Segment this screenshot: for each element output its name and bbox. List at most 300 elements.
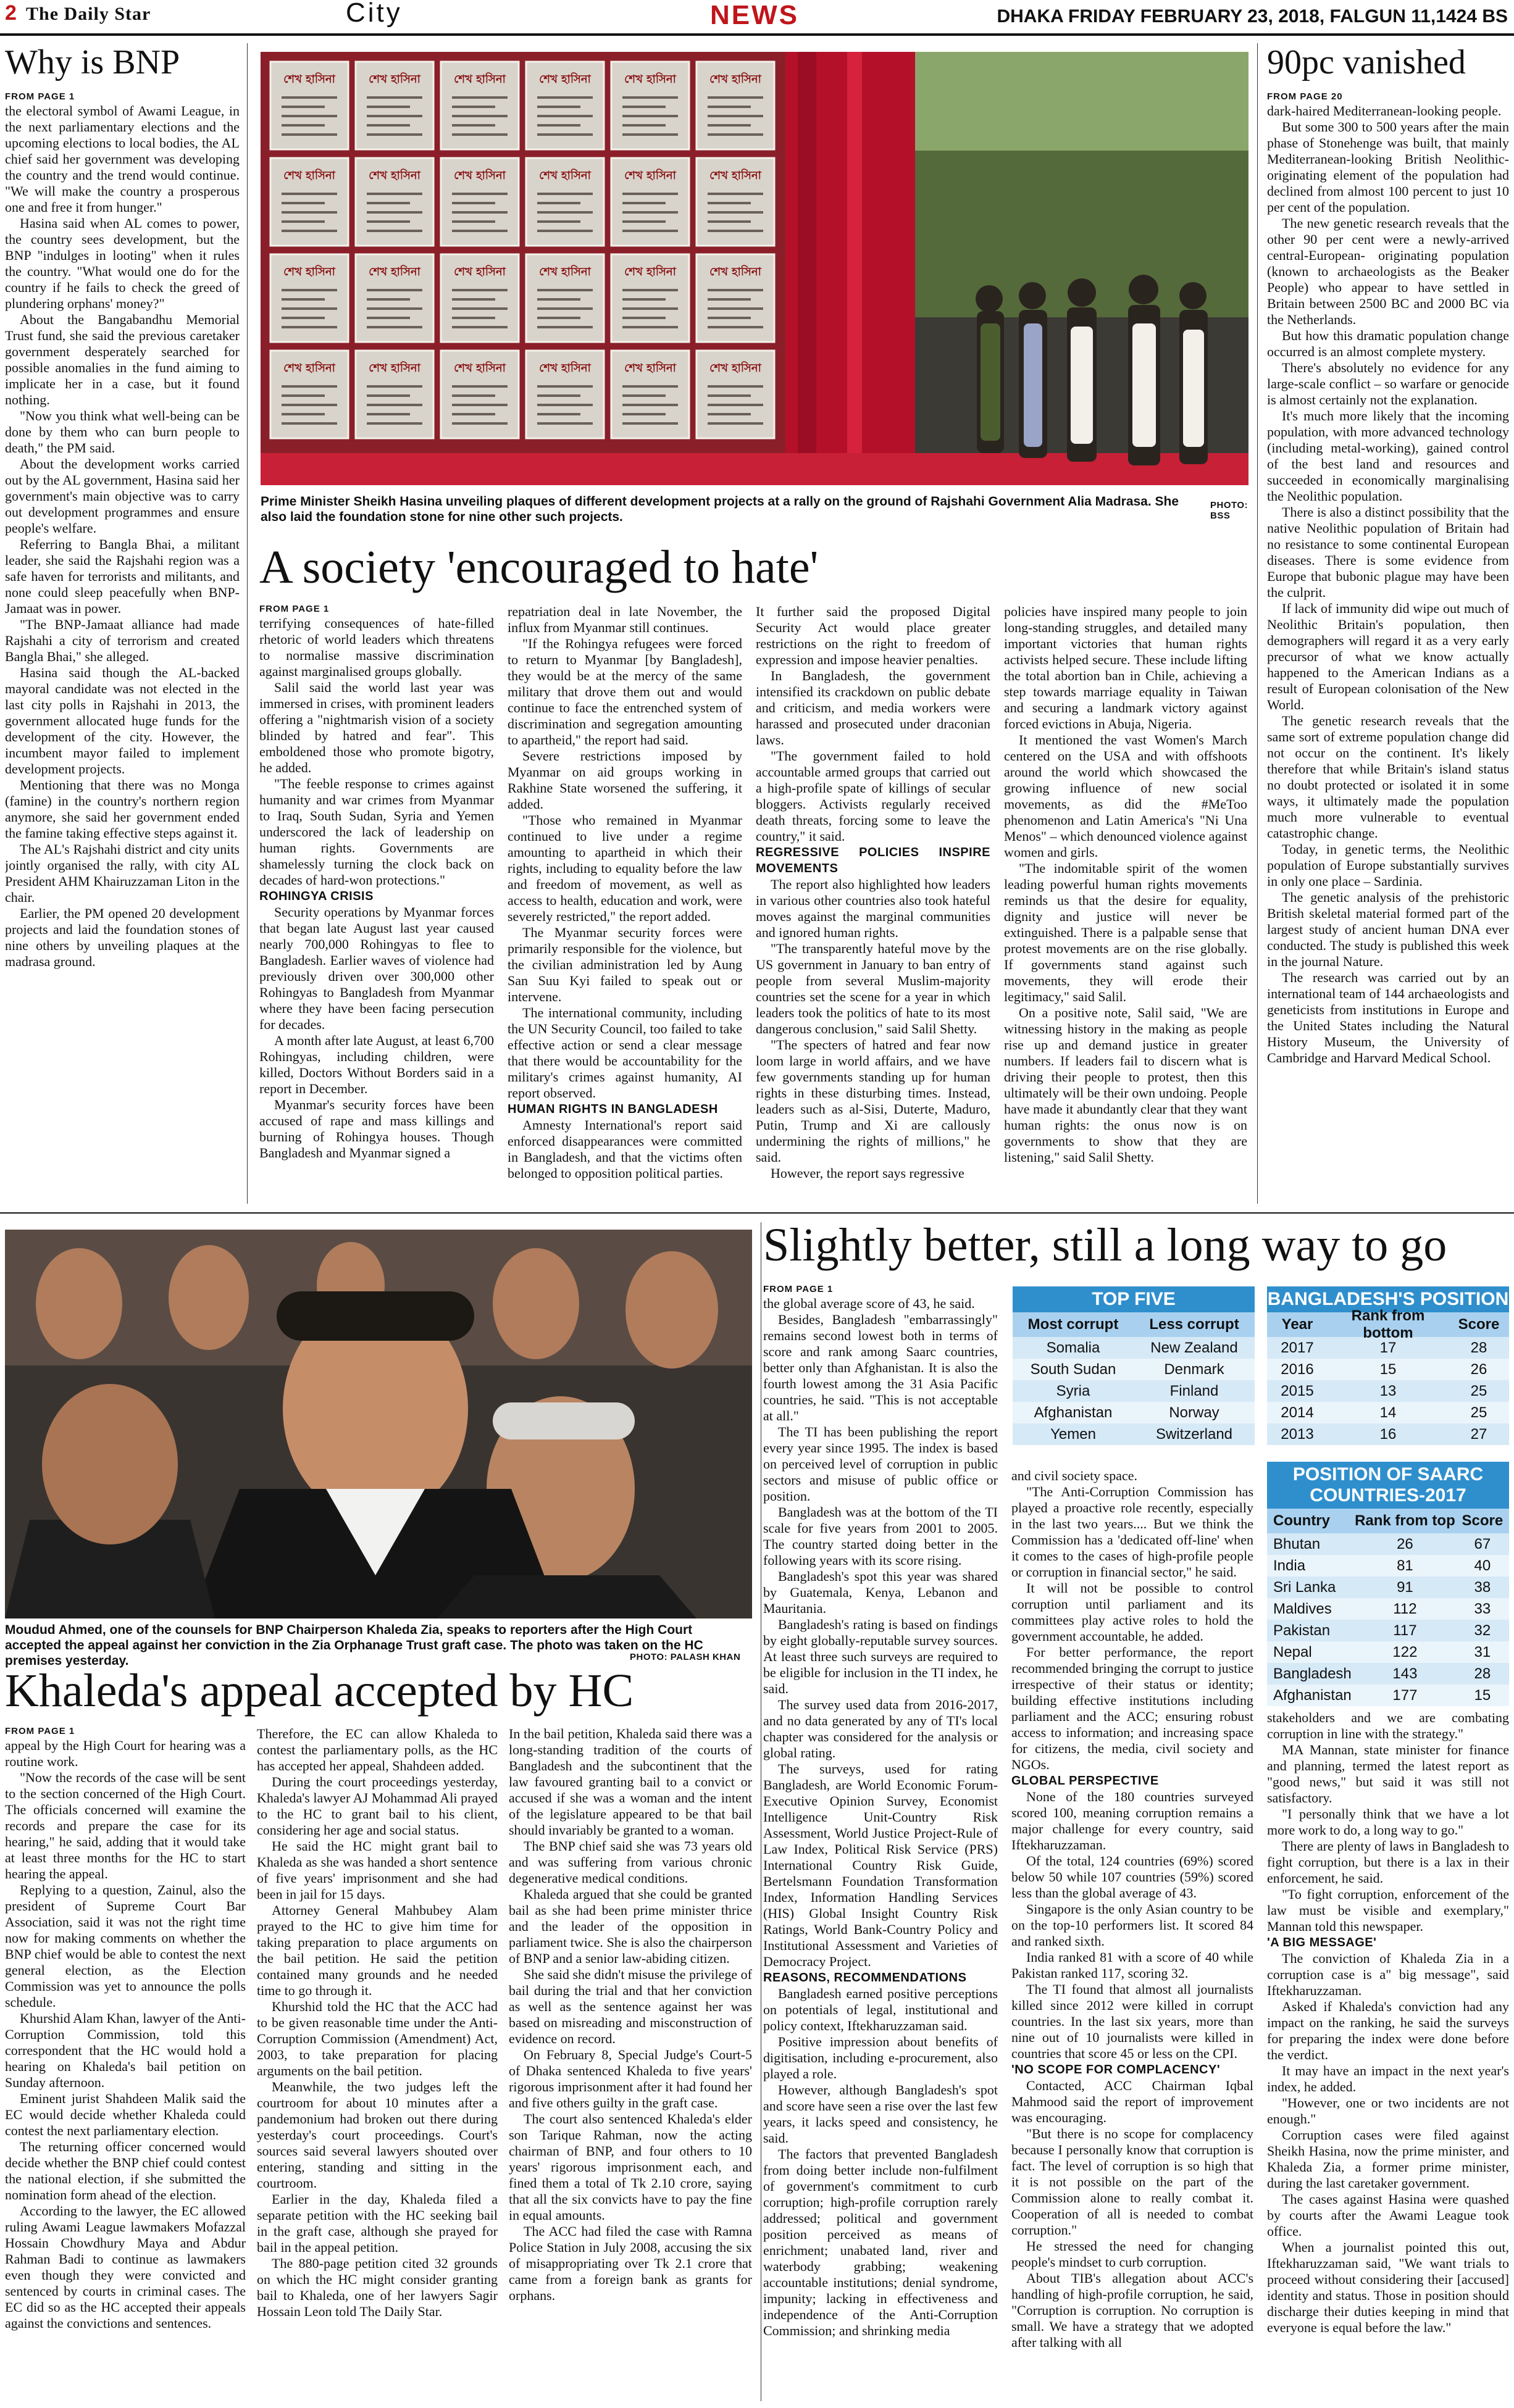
khaleda-column-2 xyxy=(257,1726,498,2405)
photo2-caption: Moudud Ahmed, one of the counsels for BNP Chairperson Khaleda Zia, speaks to reporters after the High Court accepted the appeal against her conviction in the Zia Orphanage Trust graft case. The photo was taken on the HC premises yesterday. xyxy=(5,1623,703,1668)
pc90-paragraph: The genetic analysis of the prehistoric British skeletal material formed part of the largest study of ancient human DNA ever conducted. The study is published this week in the journal Nature. xyxy=(1267,889,1509,969)
plaque-text-line xyxy=(708,133,763,136)
plaque-text-line xyxy=(452,394,495,397)
ti-column-3 xyxy=(1267,1710,1509,2405)
saarc-table xyxy=(1267,1462,1509,1706)
bnp-paragraph: About the development works carried out by the AL government, Hasina said her government's main objective was to carry out development programmes and ensure people's welfare. xyxy=(5,456,240,536)
bd-position-row xyxy=(1267,1359,1509,1380)
khaleda-paragraph: In the bail petition, Khaleda said there was a long-standing tradition of the courts of Bangladesh and the subcontinent that the law favoured granting bail to a convict or accused if she was a woman and the intent of the legislature appeared to be that bail should invariably be granted to a woman. xyxy=(509,1726,752,1838)
ti-paragraph: Singapore is the only Asian country to be on the top-10 performers list. It scored 84 and ranked sixth. xyxy=(1011,1901,1253,1949)
bnp-article xyxy=(5,91,240,1202)
plaque-text-line xyxy=(622,124,666,127)
plaque-title: শেখ হাসিনা xyxy=(709,169,761,182)
plaque-text-line xyxy=(452,298,495,301)
saarc-cell: 33 xyxy=(1474,1600,1491,1617)
plaque-text-line xyxy=(537,422,593,425)
ti-paragraph: Corruption cases were filed against Sheikh Hasina, now the prime minister, and Khaleda Zia, a former prime minister, during the last caretaker government. xyxy=(1267,2127,1509,2191)
society-paragraph: "The specters of hatred and fear now loom large in world affairs, and we have few governments standing up for human rights in these disturbing times. Instead, leaders such as al-Sisi, Duterte, Maduro, Putin, Trump and Xi are callously undermining the rights of millions," he said. xyxy=(756,1037,990,1165)
khaleda-paragraph: She said she didn't misuse the privilege of bail during the trial and that her conviction as well as the sentence against her was based on misreading and misconstruction of evidence on record. xyxy=(509,1967,752,2046)
plaque-text-line xyxy=(708,422,763,425)
saarc-cell: 26 xyxy=(1397,1535,1413,1552)
plaque-text-line xyxy=(537,133,593,136)
plaque-title: শেখ হাসিনা xyxy=(454,362,506,375)
bd-position-cell: 16 xyxy=(1379,1425,1397,1443)
plaque-text-line xyxy=(452,307,508,310)
saarc-cell: 81 xyxy=(1397,1557,1413,1574)
pc90-paragraph: There is also a distinct possibility that the native Neolithic population of Britain had no resistance to some continental European diseases. There is some evidence from Europe that bubonic plague may have been the culprit. xyxy=(1267,504,1509,600)
bd-position-cell: 28 xyxy=(1470,1339,1487,1356)
saarc-cell: Sri Lanka xyxy=(1273,1578,1336,1596)
saarc-cell: India xyxy=(1273,1557,1306,1574)
plaque-text-line xyxy=(282,193,337,195)
saarc-cell: 122 xyxy=(1392,1643,1418,1660)
plaque-text-line xyxy=(708,307,763,310)
society-paragraph: Amnesty International's report said enforced disappearances were committed in Bangladesh, and that the victims often belonged to opposition political parties. xyxy=(508,1117,742,1181)
society-column-4 xyxy=(1004,604,1247,1204)
society-paragraph: However, the report says regressive xyxy=(771,1165,964,1181)
plaque-text-line xyxy=(537,106,580,108)
pc90-paragraph: If lack of immunity did wipe out much of Neolithic Britain's population, then demographers will regard it as a very early precursor of what we know actually happened to the American Indians as a result of European colonisation of the New World. xyxy=(1267,601,1509,712)
khaleda-paragraph: Khurshid told the HC that the ACC had to be given reasonable time under the Anti-Corruption Commission (Amendment) Act, 2003, to take preparation for placing arguments on the bail petition. xyxy=(257,1999,498,2078)
plaque-text-line xyxy=(452,317,495,319)
khaleda-column-3 xyxy=(509,1726,752,2405)
pc90-paragraph: It's much more likely that the incoming population, with more advanced technology (including metal-working), gained control of the best land and resources and succeeded in economically marginalising the Neolithic population. xyxy=(1267,408,1509,504)
top-five-row xyxy=(1013,1359,1255,1380)
society-tag: FROM PAGE 1 xyxy=(259,604,330,614)
plaque-text-line xyxy=(452,385,508,388)
khaleda-paragraph: Eminent jurist Shahdeen Malik said the EC would decide whether Khaleda could contest the next parliamentary election. xyxy=(5,2091,246,2138)
ti-paragraph: MA Mannan, state minister for finance and planning, termed the latest report as "good news," but said it was still not satisfactory. xyxy=(1267,1742,1509,1806)
bnp-paragraph: the electoral symbol of Awami League, in the next parliamentary elections and the upcoming elections to local bodies, the AL chief said her government was developing the country and the trend would continue. "We will make the country a prosperous one and free it from hunger." xyxy=(5,103,240,215)
khaleda-paragraph: Khaleda argued that she could be granted bail as she had been prime minister thrice and the leader of the opposition in parliament twice. She is also the chairperson of BNP and a senior law-abiding citizen. xyxy=(509,1886,752,1966)
bnp-paragraph: The AL's Rajshahi district and city units jointly organised the rally, with city AL President AHM Khairuzzaman Liton in the chair. xyxy=(5,841,240,905)
plaque-text-line xyxy=(367,193,422,195)
photo-hasina-plaques-image xyxy=(261,52,1248,485)
plaque-text-line xyxy=(537,289,593,291)
khaleda-paragraph: "Now the records of the case will be sent to the section concerned of the High Court. The officials concerned will examine the records and prepare the case for its hearing," he said, adding that it would take at least three months for the HC to start hearing the appeal. xyxy=(5,1770,246,1881)
plaque-text-line xyxy=(622,413,666,415)
saarc-header-cell: Rank from top xyxy=(1355,1512,1455,1529)
plaque-text-line xyxy=(537,404,593,406)
plaque-text-line xyxy=(282,106,325,108)
saarc-header-cell: Country xyxy=(1273,1512,1330,1529)
plaque-text-line xyxy=(622,394,666,397)
plaque-text-line xyxy=(622,326,678,328)
saarc-cell: 67 xyxy=(1474,1535,1491,1552)
plaque-text-line xyxy=(622,211,678,214)
bnp-paragraph: Mentioning that there was no Monga (famine) in the country's northern region anymore, she said her government ended the famine taking effective steps against it. xyxy=(5,777,240,841)
top-five-cell: Finland xyxy=(1169,1382,1219,1399)
plaque-text-line xyxy=(282,422,337,425)
pc90-paragraph: The new genetic research reveals that the other 90 per cent were a newly-arrived central-European- originating population (known to archaeologists as the Beaker People) who appear to have settled in Britain between 2500 BC and 2000 BC via the Netherlands. xyxy=(1267,215,1509,327)
bd-position-header-cell: Score xyxy=(1458,1316,1500,1333)
plaque-text-line xyxy=(622,289,678,291)
khaleda-paragraph: Earlier in the day, Khaleda filed a separate petition with the HC seeking bail in the graft case, although she prayed for bail in the appeal petition. xyxy=(257,2191,498,2255)
saarc-cell: 31 xyxy=(1474,1643,1491,1660)
photo-hasina-plaques xyxy=(261,52,1248,485)
saarc-cell: Afghanistan xyxy=(1273,1686,1352,1704)
ti-paragraph: The conviction of Khaleda Zia in a corruption case is a" big message", said Iftekharuzzaman. xyxy=(1267,1951,1509,1998)
khaleda-paragraph: The BNP chief said she was 73 years old and was suffering from various chronic degenerative medical conditions. xyxy=(509,1838,752,1886)
top-five-cell: Norway xyxy=(1169,1404,1219,1421)
society-paragraph-subhead: ROHINGYA CRISIS xyxy=(259,889,374,903)
plaque-title: শেখ হাসিনা xyxy=(624,73,676,86)
khaleda-column-1 xyxy=(5,1726,246,2405)
plaque-title: শেখ হাসিনা xyxy=(539,265,591,278)
plaque-text-line xyxy=(282,404,337,406)
ti-paragraph: "To fight corruption, enforcement of the law must be visible and exemplary," Mannan told this newspaper. xyxy=(1267,1886,1509,1934)
saarc-header xyxy=(1267,1509,1509,1533)
top-five-cell: Afghanistan xyxy=(1034,1404,1113,1421)
bd-position-cell: 14 xyxy=(1379,1404,1397,1421)
khaleda-paragraph: Replying to a question, Zainul, also the president of Supreme Court Bar Association, said it was not the right time now for making comments on whether the BNP chief would be able to contest the next general election, as the Election Commission was yet to announce the polls schedule. xyxy=(5,1882,246,2010)
saarc-row xyxy=(1267,1641,1509,1663)
plaque-text-line xyxy=(367,133,422,136)
plaque-text-line xyxy=(708,96,763,99)
plaque-text-line xyxy=(282,96,337,99)
khaleda-paragraph: Therefore, the EC can allow Khaleda to contest the parliamentary polls, as the HC has accepted her appeal, Shahdeen added. xyxy=(257,1726,498,1773)
khaleda-paragraph: The ACC had filed the case with Ramna Police Station in July 2008, accusing the six of misappropriating over Tk 2.1 crore that came from a foreign bank as grants for orphans. xyxy=(509,2223,752,2303)
plaque-text-line xyxy=(708,230,763,232)
bd-position-row xyxy=(1267,1423,1509,1445)
plaque-text-line xyxy=(367,385,422,388)
ti-paragraph: He stressed the need for changing people's mindset to curb corruption. xyxy=(1011,2238,1253,2270)
plaque-text-line xyxy=(367,96,422,99)
page-divider xyxy=(0,1212,1514,1214)
pc90-paragraph: Today, in genetic terms, the Neolithic population of Europe substantially survives in only one place – Sardinia. xyxy=(1267,841,1509,889)
plaque-text-line xyxy=(537,298,580,301)
society-paragraph: Severe restrictions imposed by Myanmar on aid groups working in Rakhine State worsened the suffering, it added. xyxy=(508,748,742,812)
bd-position-table xyxy=(1267,1286,1509,1445)
plaque-title: শেখ হাসিনা xyxy=(624,362,676,375)
top-five-header-cell: Less corrupt xyxy=(1149,1316,1239,1333)
plaque-text-line xyxy=(537,385,593,388)
khaleda-paragraph: According to the lawyer, the EC allowed ruling Awami League lawmakers Mofazzal Hossain Chowdhury Maya and Abdur Rahman Badi to continue as lawmakers even though they were convicted and sentenced by courts in criminal cases. The EC did so as the HC accepted their appeals against the convictions and sentences. xyxy=(5,2203,246,2331)
bnp-headline: Why is BNP xyxy=(5,43,180,81)
saarc-row xyxy=(1267,1598,1509,1620)
ti-paragraph: Contacted, ACC Chairman Iqbal Mahmood said the report of improvement was encouraging. xyxy=(1011,2078,1253,2125)
plaque-text-line xyxy=(622,317,666,319)
plaque-text-line xyxy=(537,220,580,223)
ti-paragraph: The cases against Hasina were quashed by courts after the Awami League took office. xyxy=(1267,2191,1509,2239)
khaleda-paragraph: Khurshid Alam Khan, lawyer of the Anti-Corruption Commission, told this correspondent that the HC would hold a hearing on Khaleda's bail petition on Sunday afternoon. xyxy=(5,2010,246,2090)
plaque-text-line xyxy=(708,289,763,291)
ti-paragraph: "However, one or two incidents are not enough." xyxy=(1267,2095,1509,2127)
pc90-paragraph: The genetic research reveals that the same sort of extreme population change did not occur on the continent. It's likely therefore that while Britain's island status no doubt protected or isolated it in some ways, it ultimately made the population much more vulnerable to eventual catastrophic change. xyxy=(1267,713,1509,841)
plaque-text-line xyxy=(452,133,508,136)
saarc-cell: 38 xyxy=(1474,1578,1491,1596)
ti-paragraph: Besides, Bangladesh "embarrassingly" remains second lowest both in terms of score and rank among Saarc countries, better only than Afghanistan. It is also the fourth lowest among the 31 Asia Pacific countries, he said. "This is not acceptable at all." xyxy=(763,1312,998,1423)
ti-paragraph: "The Anti-Corruption Commission has played a proactive role recently, especially in the last two years.... But we think the Commission has a 'dedicated off-line' when it comes to the cases of high-profile people or corruption in financial sector," he said. xyxy=(1011,1484,1253,1580)
plaque-text-line xyxy=(537,96,593,99)
top-five-cell: Yemen xyxy=(1050,1425,1096,1443)
plaque-text-line xyxy=(367,106,410,108)
ti-paragraph: The factors that prevented Bangladesh from doing better include non-fulfilment of government's commitment to curb corruption; high-profile corruption rarely addressed; political and government position perceived as means of enrichment; unabated land, river and waterbody grabbing; weakening accountable institutions; denial syndrome, impunity; lacking in effectiveness and independence of the Anti-Corruption Commission; and shrinking media xyxy=(763,2146,998,2338)
plaque-text-line xyxy=(708,317,751,319)
khaleda-paragraph: appeal by the High Court for hearing was a routine work. xyxy=(5,1738,246,1769)
plaque-title: শেখ হাসিনা xyxy=(369,265,420,278)
plaque-text-line xyxy=(622,422,678,425)
ti-paragraph: stakeholders and we are combating corruption in line with the strategy." xyxy=(1267,1710,1509,1741)
plaque-text-line xyxy=(708,385,763,388)
plaque-text-line xyxy=(452,211,508,214)
saarc-cell: 177 xyxy=(1392,1686,1418,1704)
khaleda-headline: Khaleda's appeal accepted by HC xyxy=(5,1665,634,1717)
top-five-header-cell: Most corrupt xyxy=(1027,1316,1119,1333)
plaque-text-line xyxy=(622,307,678,310)
ti-paragraph-subhead: 'NO SCOPE FOR COMPLACENCY' xyxy=(1011,2063,1221,2077)
khaleda-paragraph: On February 8, Special Judge's Court-5 of Dhaka sentenced Khaleda to five years' rigorous imprisonment after it had found her and five others guilty in the graft case. xyxy=(509,2047,752,2110)
plaque-text-line xyxy=(452,404,508,406)
plaque-title: শেখ হাসিনা xyxy=(624,169,676,182)
ti-paragraph: Positive impression about benefits of digitisation, including e-procurement, also played a role. xyxy=(763,2034,998,2081)
plaque-text-line xyxy=(622,96,678,99)
bd-position-cell: 2017 xyxy=(1281,1339,1314,1356)
plaque-text-line xyxy=(282,413,325,415)
plaque-text-line xyxy=(367,124,410,127)
society-paragraph: policies have inspired many people to join long-standing struggles, and detailed many important victories that human rights activists helped secure. These include lifting the total abortion ban in Chile, achieving a step towards marriage equality in Taiwan and securing a landmark victory against forced evictions in Abuja, Nigeria. xyxy=(1004,604,1247,731)
ti-tag: FROM PAGE 1 xyxy=(763,1284,834,1294)
plaque-text-line xyxy=(537,115,593,117)
saarc-cell: 143 xyxy=(1392,1665,1418,1682)
plaque-text-line xyxy=(367,220,410,223)
society-paragraph: In Bangladesh, the government intensified its crackdown on public debate and criticism, and media workers were harassed and prosecuted under draconian laws. xyxy=(756,668,990,748)
plaque-text-line xyxy=(537,202,580,204)
top-five-cell: Somalia xyxy=(1046,1339,1100,1356)
ti-paragraph: Bangladesh earned positive perceptions on potentials of legal, institutional and policy context, Iftekharuzzaman said. xyxy=(763,1986,998,2033)
plaque-title: শেখ হাসিনা xyxy=(283,362,335,375)
plaque-text-line xyxy=(622,220,666,223)
society-paragraph: terrifying consequences of hate-filled rhetoric of world leaders which threatens to normalise massive discrimination against marginalised groups globally. xyxy=(259,615,494,679)
saarc-title-line1: POSITION OF SAARC xyxy=(1292,1464,1484,1485)
plaque-text-line xyxy=(537,211,593,214)
top-five-cell: New Zealand xyxy=(1150,1339,1238,1356)
ti-paragraph: It may have an impact in the next year's index, he added. xyxy=(1267,2063,1509,2094)
bd-position-header-cell: Year xyxy=(1281,1316,1313,1333)
ti-paragraph-subhead: REASONS, RECOMMENDATIONS xyxy=(763,1971,967,1985)
plaque-text-line xyxy=(282,202,325,204)
ti-paragraph: Bangladesh was at the bottom of the TI scale for five years from 2001 to 2005. The country started doing better in the following years with its score rising. xyxy=(763,1504,998,1568)
photo-moudud-ahmed xyxy=(5,1230,752,1619)
plaque-text-line xyxy=(367,422,422,425)
plaque-title: শেখ হাসিনা xyxy=(539,362,591,375)
photo1-caption: Prime Minister Sheikh Hasina unveiling plaques of different development projects at a rally on the ground of Rajshahi Government Alia Madrasa. She also laid the foundation stone for nine other such projects. xyxy=(261,494,1179,524)
plaque-text-line xyxy=(367,326,422,328)
society-column-1 xyxy=(259,604,494,1204)
plaque-title: শেখ হাসিনা xyxy=(539,73,591,86)
plaque-text-line xyxy=(708,413,751,415)
plaque-text-line xyxy=(708,106,751,108)
society-paragraph: It mentioned the vast Women's March centered on the USA and with offshoots around the world which showcased the growing influence of new social movements, as did the #MeToo phenomenon and Latin America's "Ni Una Menos" – which denounced violence against women and girls. xyxy=(1004,732,1247,860)
pc90-paragraph: The research was carried out by an international team of 144 archaeologists and geneticists from institutions in Europe and the United States including the Natural History Museum, the University of Cambridge and Harvard Medical School. xyxy=(1267,970,1509,1065)
society-paragraph-subhead: HUMAN RIGHTS IN BANGLADESH xyxy=(508,1102,718,1116)
plaque-text-line xyxy=(452,106,495,108)
plaque-title: শেখ হাসিনা xyxy=(369,73,420,86)
bnp-paragraph: Referring to Bangla Bhai, a militant leader, she said the Rajshahi region was a safe haven for terrorists and militants, and none could sleep peacefully when BNP-Jamaat was in power. xyxy=(5,536,240,616)
society-paragraph: It further said the proposed Digital Security Act would place greater restrictions on the right to freedom of expression and impose heavier penalties. xyxy=(756,604,990,667)
top-five-row xyxy=(1013,1337,1255,1359)
ti-column-1 xyxy=(763,1284,998,2405)
saarc-row xyxy=(1267,1555,1509,1577)
top-five-title: TOP FIVE xyxy=(1013,1286,1255,1312)
society-paragraph: "Those who remained in Myanmar continued to live under a regime amounting to apartheid in which their rights, including to equality before the law and freedom of movement, as well as access to health, education and work, were severely restricted," the report added. xyxy=(508,812,742,924)
photo-moudud-ahmed-image xyxy=(5,1230,752,1619)
ti-paragraph: There are plenty of laws in Bangladesh to fight corruption, but there is a lax in their enforcement, he said. xyxy=(1267,1838,1509,1886)
ti-paragraph: Bangladesh's rating is based on findings by eight globally-reputable survey sources. At least three such surveys are required to be eligible for inclusion in the TI index, he said. xyxy=(763,1617,998,1696)
dateline-city: DHAKA xyxy=(997,6,1063,27)
bd-position-cell: 13 xyxy=(1379,1382,1397,1399)
plaque-text-line xyxy=(367,298,410,301)
plaque-title: শেখ হাসিনা xyxy=(709,73,761,86)
saarc-cell: 117 xyxy=(1393,1622,1417,1639)
saarc-cell: 40 xyxy=(1474,1557,1491,1574)
bd-position-cell: 2013 xyxy=(1281,1425,1314,1443)
ti-paragraph: Of the total, 124 countries (69%) scored below 50 while 107 countries (59%) scored less than the global average of 43. xyxy=(1011,1853,1253,1901)
plaque-text-line xyxy=(367,307,422,310)
plaque-text-line xyxy=(452,124,495,127)
saarc-row xyxy=(1267,1577,1509,1598)
plaque-text-line xyxy=(282,124,325,127)
society-paragraph: "The government failed to hold accountable armed groups that carried out a high-profile spate of killings of secular bloggers. Activists regularly received death threats, forcing some to leave the country," it said. xyxy=(756,748,990,844)
bd-position-cell: 25 xyxy=(1470,1404,1487,1421)
bd-position-cell: 2014 xyxy=(1281,1404,1314,1421)
plaque-text-line xyxy=(708,115,763,117)
plaque-text-line xyxy=(622,133,678,136)
bd-position-header xyxy=(1267,1307,1509,1341)
section-name: City xyxy=(346,0,403,28)
bnp-paragraph: "The BNP-Jamaat alliance had made Rajshahi a city of terrorism and created Bangla Bhai," she alleged. xyxy=(5,617,240,664)
top-five-cell: Syria xyxy=(1056,1382,1090,1399)
plaque-text-line xyxy=(622,106,666,108)
plaque-text-line xyxy=(537,326,593,328)
top-five-table xyxy=(1013,1286,1255,1445)
ti-paragraph: the global average score of 43, he said. xyxy=(763,1296,975,1311)
ti-paragraph: It will not be possible to control corruption until parliament and its committees play active roles to hold the government accountable, he added. xyxy=(1011,1580,1253,1644)
plaque-title: শেখ হাসিনা xyxy=(454,73,506,86)
society-paragraph: Myanmar's security forces have been accused of rape and mass killings and burning of Rohingya houses. Though Bangladesh and Myanmar signed a xyxy=(259,1097,494,1160)
plaque-text-line xyxy=(708,298,751,301)
saarc-cell: 112 xyxy=(1393,1600,1417,1617)
bd-position-cell: 25 xyxy=(1470,1382,1487,1399)
society-paragraph: "The feeble response to crimes against humanity and war crimes from Myanmar to Iraq, South Sudan, Syria and Yemen underscored the lack of leadership on human rights. Governments are shamelessly turning the clock back on decades of hard-won protections." xyxy=(259,776,494,888)
plaque-text-line xyxy=(282,133,337,136)
plaque-text-line xyxy=(282,385,337,388)
plaque-text-line xyxy=(452,413,495,415)
plaque-text-line xyxy=(452,202,495,204)
plaque-text-line xyxy=(282,220,325,223)
society-paragraph: The report also highlighted how leaders in various other countries also took hateful moves against the marginal communities and ignored human rights. xyxy=(756,877,990,940)
plaque-title: শেখ হাসিনা xyxy=(283,265,335,278)
plaque-text-line xyxy=(708,202,751,204)
bd-position-row xyxy=(1267,1402,1509,1423)
masthead xyxy=(0,0,1514,36)
plaque-text-line xyxy=(367,289,422,291)
top-five-row xyxy=(1013,1380,1255,1402)
plaque-text-line xyxy=(367,413,410,415)
plaque-title: শেখ হাসিনা xyxy=(454,265,506,278)
bnp-paragraph: Earlier, the PM opened 20 development projects and laid the foundation stones of nine others by unveiling plaques at the madrasa ground. xyxy=(5,906,240,969)
plaque-text-line xyxy=(537,193,593,195)
ti-paragraph: Asked if Khaleda's conviction had any impact on the ranking, he said the surveys for preparing the index were done before the verdict. xyxy=(1267,1999,1509,2062)
plaque-title: শেখ হাসিনা xyxy=(283,169,335,182)
plaque-text-line xyxy=(367,404,422,406)
saarc-cell: 91 xyxy=(1397,1578,1413,1596)
plaque-text-line xyxy=(537,394,580,397)
top-five-cell: Switzerland xyxy=(1155,1425,1233,1443)
plaque-text-line xyxy=(452,220,495,223)
ti-paragraph: The TI found that almost all journalists killed since 2012 were killed in corrupt countries. In the last six years, more than nine out of 10 journalists were killed in countries that score 45 or less on the CPI. xyxy=(1011,1981,1253,2061)
plaque-text-line xyxy=(708,193,763,195)
ti-paragraph: and civil society space. xyxy=(1011,1468,1138,1483)
plaque-title: শেখ হাসিনা xyxy=(709,265,761,278)
plaque-text-line xyxy=(452,230,508,232)
ti-paragraph: For better performance, the report recommended bringing the corrupt to justice irrespective of their status or identity; building effective institutions including parliament and the ACC; ensuring robust access to information; and increasing space for citizens, the media, civil society and NGOs. xyxy=(1011,1644,1253,1772)
pc90-paragraph: There's absolutely no evidence for any large-scale conflict – so warfare or genocide is almost certainly not the explanation. xyxy=(1267,360,1509,407)
bnp-tag: FROM PAGE 1 xyxy=(5,91,75,102)
ti-paragraph: However, although Bangladesh's spot and score have seen a rise over the last few years, it lacks speed and consistency, he said. xyxy=(763,2082,998,2146)
top-five-row xyxy=(1013,1402,1255,1423)
society-paragraph: repatriation deal in late November, the influx from Myanmar still continues. xyxy=(508,604,742,635)
pc90-paragraph: But some 300 to 500 years after the main phase of Stonehenge was built, that mainly Mediterranean-looking British Neolithic-originating element of the population had declined from almost 100 percent to just 10 per cent of the population. xyxy=(1267,119,1509,215)
plaque-title: শেখ হাসিনা xyxy=(624,265,676,278)
top-five-header xyxy=(1013,1312,1255,1337)
khaleda-paragraph: The returning officer concerned would decide whether the BNP chief could contest the national election, if she submitted the nomination form ahead of the election. xyxy=(5,2139,246,2202)
photo1-credit-label: PHOTO: xyxy=(1210,500,1248,510)
saarc-row xyxy=(1267,1620,1509,1641)
society-column-3 xyxy=(756,604,990,1204)
saarc-title-line2: COUNTRIES-2017 xyxy=(1310,1485,1466,1506)
ti-paragraph: The TI has been publishing the report every year since 1995. The index is based on perceived level of corruption in public sectors and misuse of public office or position. xyxy=(763,1424,998,1504)
plaque-text-line xyxy=(622,230,678,232)
plaque-text-line xyxy=(282,211,337,214)
bd-position-cell: 26 xyxy=(1470,1360,1487,1378)
bd-position-cell: 15 xyxy=(1379,1360,1397,1378)
pc90-paragraph: dark-haired Mediterranean-looking people. xyxy=(1267,103,1502,119)
saarc-cell: Pakistan xyxy=(1273,1622,1331,1639)
saarc-cell: Nepal xyxy=(1273,1643,1312,1660)
photo1-credit-source: BSS xyxy=(1210,510,1231,521)
plaque-text-line xyxy=(452,115,508,117)
top-five-row xyxy=(1013,1423,1255,1445)
page-number: 2 xyxy=(5,1,17,25)
society-headline: A society 'encouraged to hate' xyxy=(259,541,819,593)
plaque-title: শেখ হাসিনা xyxy=(369,362,420,375)
bd-position-cell: 27 xyxy=(1470,1425,1487,1443)
saarc-cell: 32 xyxy=(1474,1622,1491,1639)
ti-paragraph: "But there is no scope for complacency because I personally know that corruption is fact. The level of corruption is so high that it is not possible on the part of the Commission alone to really combat it. Cooperation of all is needed to combat corruption." xyxy=(1011,2126,1253,2238)
plaque-text-line xyxy=(537,413,580,415)
dateline-date: FRIDAY FEBRUARY 23, 2018, FALGUN 11,1424 BS xyxy=(1068,6,1508,27)
society-paragraph: The Myanmar security forces were primarily responsible for the violence, but the civilian administration led by Aung San Suu Kyi failed to speak out or intervene. xyxy=(508,925,742,1004)
plaque-text-line xyxy=(622,202,666,204)
plaque-text-line xyxy=(282,298,325,301)
bnp-paragraph: Hasina said when AL comes to power, the country sees development, but the BNP "indulges in looting" when it rules the country. "What would one do for the country if he fails to check the greed of plundering orphans' money?" xyxy=(5,215,240,311)
plaque-text-line xyxy=(622,115,678,117)
bnp-paragraph: About the Bangabandhu Memorial Trust fund, she said the previous caretaker government desperately searched for possible anomalies in the fund aiming to implicate her in a case, but it found nothing. xyxy=(5,312,240,407)
plaque-text-line xyxy=(282,317,325,319)
bnp-paragraph: "Now you think what well-being can be done by them who can burn people to death," the PM said. xyxy=(5,408,240,456)
society-paragraph: A month after late August, at least 6,700 Rohingyas, including children, were killed, Doctors Without Borders said in a report in December. xyxy=(259,1033,494,1096)
photo2-credit: PHOTO: PALASH KHAN xyxy=(630,1652,741,1662)
khaleda-paragraph: During the court proceedings yesterday, Khaleda's lawyer AJ Mohammad Ali prayed to the HC to grant bail to his client, considering her age and social status. xyxy=(257,1774,498,1838)
plaque-text-line xyxy=(367,115,422,117)
plaque-text-line xyxy=(452,289,508,291)
plaque-text-line xyxy=(367,317,410,319)
bnp-paragraph: Hasina said though the AL-backed mayoral candidate was not elected in the last city polls in Rajshahi in 2013, the government allocated huge funds for the development of the city. However, the incumbent mayor failed to implement development projects. xyxy=(5,665,240,777)
ti-paragraph: Bangladesh's spot this year was shared by Guatemala, Kenya, Lebanon and Mauritania. xyxy=(763,1569,998,1616)
ti-column-2 xyxy=(1011,1468,1253,2405)
saarc-cell: 15 xyxy=(1474,1686,1491,1704)
